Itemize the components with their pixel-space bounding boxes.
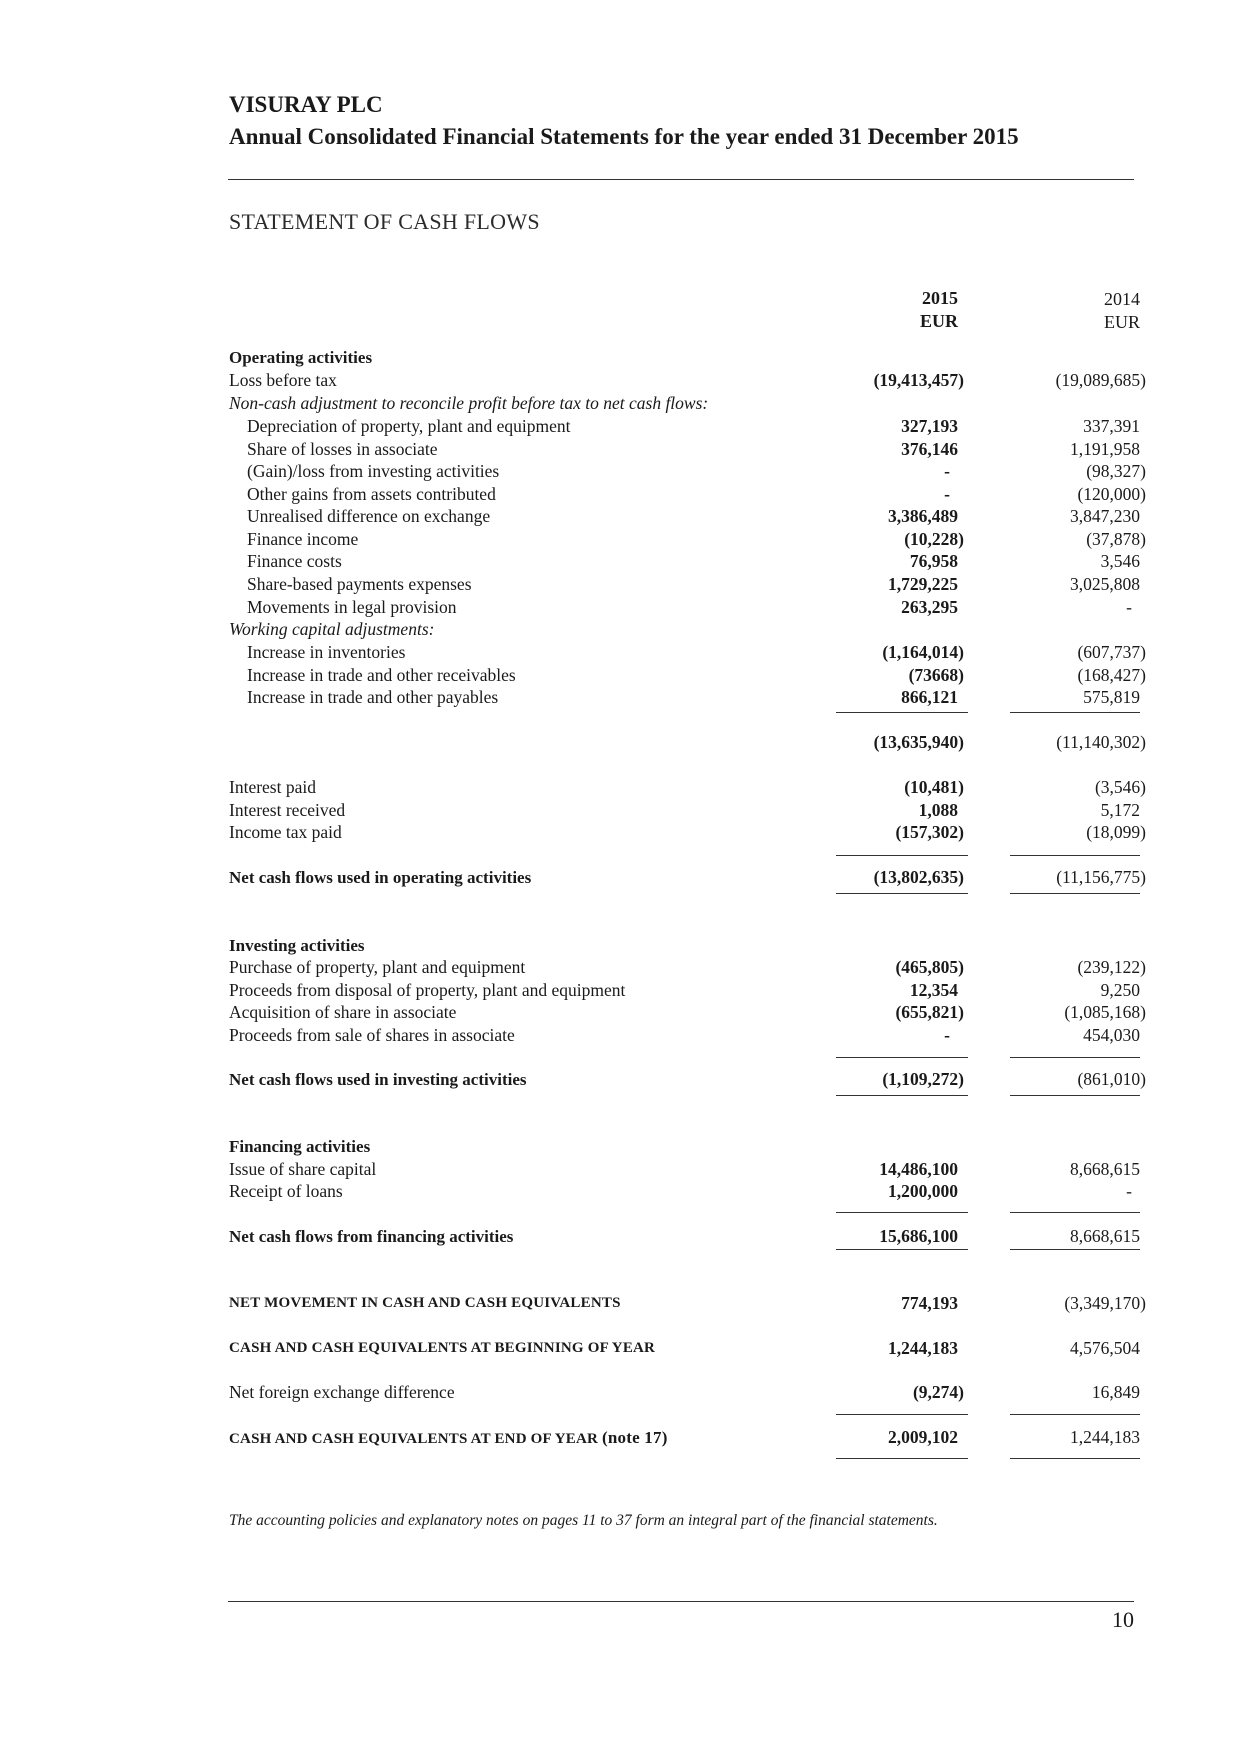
value-2014: (37,878) bbox=[1086, 529, 1146, 549]
value-2014: 16,849 bbox=[1091, 1382, 1140, 1402]
row-label-text: Finance income bbox=[247, 529, 359, 549]
row-label-text: CASH AND CASH EQUIVALENTS AT BEGINNING OF YEAR bbox=[229, 1340, 656, 1356]
value-2014: 337,391 bbox=[1083, 416, 1140, 436]
footnote: The accounting policies and explanatory notes on pages 11 to 37 form an integral part of the financial statements. bbox=[229, 1512, 938, 1529]
value-2015: - bbox=[944, 1025, 950, 1045]
table-row bbox=[0, 1158, 1233, 1181]
total-rule bbox=[1010, 893, 1140, 894]
total-rule bbox=[1010, 1057, 1140, 1058]
value-2014: 5,172 bbox=[1100, 800, 1140, 820]
row-label-note: (note 17) bbox=[602, 1428, 668, 1447]
table-row bbox=[0, 776, 1233, 799]
total-rule bbox=[836, 1095, 968, 1096]
value-2015: 3,386,489 bbox=[888, 506, 958, 526]
value-2014: (11,140,302) bbox=[1056, 732, 1146, 752]
row-label bbox=[247, 505, 490, 528]
row-label-text: Issue of share capital bbox=[229, 1159, 377, 1179]
value-2015: - bbox=[944, 484, 950, 504]
value-2015: 76,958 bbox=[909, 551, 958, 571]
table-row bbox=[0, 1180, 1233, 1203]
row-label-text: (Gain)/loss from investing activities bbox=[247, 461, 500, 481]
table-row bbox=[0, 799, 1233, 822]
row-label-text: Income tax paid bbox=[229, 822, 342, 842]
value-2014: (3,349,170) bbox=[1064, 1293, 1146, 1313]
total-rule bbox=[836, 855, 968, 856]
row-label-text: Non-cash adjustment to reconcile profit before tax to net cash flows: bbox=[229, 393, 709, 413]
value-2015: (1,164,014) bbox=[882, 642, 964, 662]
row-label-text: Working capital adjustments: bbox=[229, 619, 435, 639]
value-2015: 774,193 bbox=[901, 1293, 958, 1313]
row-label bbox=[247, 573, 472, 596]
value-2015: (13,635,940) bbox=[873, 732, 964, 752]
value-2014: 9,250 bbox=[1100, 980, 1140, 1000]
total-rule bbox=[836, 1057, 968, 1058]
table-row bbox=[0, 505, 1233, 528]
row-label bbox=[247, 528, 358, 551]
table-row bbox=[0, 346, 1233, 369]
value-2014: (861,010) bbox=[1077, 1069, 1146, 1089]
total-rule bbox=[1010, 1249, 1140, 1250]
table-row bbox=[0, 483, 1233, 506]
table-row bbox=[0, 641, 1233, 664]
value-2014: (98,327) bbox=[1086, 461, 1146, 481]
value-2015: - bbox=[944, 461, 950, 481]
total-rule bbox=[836, 1414, 968, 1415]
row-label-text: Investing activities bbox=[229, 936, 365, 955]
table-row bbox=[0, 821, 1233, 844]
row-label bbox=[247, 483, 496, 506]
value-2014: 3,546 bbox=[1100, 551, 1140, 571]
row-label bbox=[247, 641, 405, 664]
value-2015: 866,121 bbox=[901, 687, 958, 707]
row-label bbox=[229, 1180, 343, 1203]
row-label bbox=[247, 460, 499, 483]
table-row bbox=[0, 618, 1233, 641]
value-2015: 1,088 bbox=[918, 800, 958, 820]
row-label bbox=[229, 979, 625, 1002]
row-label bbox=[229, 1068, 527, 1091]
row-label-text: Net cash flows from financing activities bbox=[229, 1227, 514, 1246]
row-label-text: Proceeds from disposal of property, plant and equipment bbox=[229, 980, 626, 1000]
row-label bbox=[229, 776, 316, 799]
value-2015: (19,413,457) bbox=[873, 370, 964, 390]
row-label bbox=[229, 369, 337, 392]
row-label bbox=[229, 1024, 515, 1047]
row-label-text: Interest received bbox=[229, 800, 346, 820]
value-2014: (3,546) bbox=[1094, 777, 1146, 797]
value-2015: 15,686,100 bbox=[879, 1226, 958, 1246]
column-header-2014-currency: EUR bbox=[1104, 312, 1140, 332]
row-label-text: Operating activities bbox=[229, 348, 373, 367]
table-row bbox=[0, 596, 1233, 619]
table-row bbox=[0, 731, 1233, 754]
table-row bbox=[0, 1135, 1233, 1158]
row-label bbox=[229, 799, 345, 822]
row-label-text: Loss before tax bbox=[229, 370, 337, 390]
row-label bbox=[229, 1225, 513, 1248]
row-label bbox=[229, 1135, 370, 1158]
value-2014: 3,025,808 bbox=[1070, 574, 1140, 594]
footer-divider bbox=[228, 1601, 1134, 1602]
table-row bbox=[0, 979, 1233, 1002]
total-rule bbox=[1010, 712, 1140, 713]
row-label-text: Share-based payments expenses bbox=[247, 574, 472, 594]
row-label bbox=[229, 956, 525, 979]
value-2015: 376,146 bbox=[901, 439, 958, 459]
value-2015: (13,802,635) bbox=[873, 867, 964, 887]
table-row bbox=[0, 1426, 1233, 1449]
row-label-text: Increase in inventories bbox=[247, 642, 406, 662]
table-row bbox=[0, 1068, 1233, 1091]
value-2015: (1,109,272) bbox=[882, 1069, 964, 1089]
value-2014: (168,427) bbox=[1077, 665, 1146, 685]
row-label-text: Finance costs bbox=[247, 551, 342, 571]
column-header-2015-year: 2015 bbox=[922, 288, 958, 308]
page-number: 10 bbox=[1112, 1607, 1134, 1632]
row-label bbox=[229, 346, 372, 369]
value-2014: 1,191,958 bbox=[1070, 439, 1140, 459]
table-row bbox=[0, 415, 1233, 438]
row-label-text: Purchase of property, plant and equipment bbox=[229, 957, 526, 977]
table-row bbox=[0, 956, 1233, 979]
value-2014: 3,847,230 bbox=[1070, 506, 1140, 526]
table-row bbox=[0, 866, 1233, 889]
total-rule bbox=[836, 712, 968, 713]
value-2015: 1,244,183 bbox=[888, 1338, 958, 1358]
total-rule bbox=[836, 1458, 968, 1459]
row-label bbox=[229, 1001, 456, 1024]
row-label-text: Movements in legal provision bbox=[247, 597, 457, 617]
value-2015: 14,486,100 bbox=[879, 1159, 958, 1179]
value-2014: - bbox=[1126, 1181, 1132, 1201]
total-rule bbox=[1010, 1458, 1140, 1459]
row-label bbox=[229, 934, 365, 957]
row-label bbox=[229, 866, 531, 889]
value-2015: 327,193 bbox=[901, 416, 958, 436]
column-header-2015-currency: EUR bbox=[919, 311, 958, 331]
row-label bbox=[247, 596, 457, 619]
value-2014: (19,089,685) bbox=[1055, 370, 1146, 390]
statement-title: STATEMENT OF CASH FLOWS bbox=[229, 209, 540, 234]
row-label-text: Acquisition of share in associate bbox=[229, 1002, 457, 1022]
row-label-text: Share of losses in associate bbox=[247, 439, 438, 459]
value-2015: (9,274) bbox=[912, 1382, 964, 1402]
total-rule bbox=[836, 1212, 968, 1213]
row-label bbox=[229, 1158, 376, 1181]
table-row bbox=[0, 550, 1233, 573]
row-label-text: Financing activities bbox=[229, 1137, 371, 1156]
value-2015: (10,228) bbox=[904, 529, 964, 549]
header-divider bbox=[228, 179, 1134, 180]
total-rule bbox=[836, 893, 968, 894]
table-row bbox=[0, 528, 1233, 551]
table-row bbox=[0, 664, 1233, 687]
value-2015: (157,302) bbox=[895, 822, 964, 842]
total-rule bbox=[1010, 1414, 1140, 1415]
company-name: VISURAY PLC bbox=[229, 92, 383, 117]
value-2014: 1,244,183 bbox=[1070, 1427, 1140, 1447]
value-2014: 454,030 bbox=[1083, 1025, 1140, 1045]
value-2015: 1,729,225 bbox=[888, 574, 958, 594]
row-label-text: Unrealised difference on exchange bbox=[247, 506, 491, 526]
row-label bbox=[247, 686, 498, 709]
table-row bbox=[0, 686, 1233, 709]
table-row bbox=[0, 1337, 1233, 1360]
row-label bbox=[229, 1381, 455, 1404]
table-row bbox=[0, 369, 1233, 392]
value-2015: 12,354 bbox=[909, 980, 958, 1000]
value-2014: (607,737) bbox=[1077, 642, 1146, 662]
table-row bbox=[0, 1024, 1233, 1047]
table-row bbox=[0, 1292, 1233, 1315]
row-label bbox=[229, 392, 708, 415]
value-2014: (1,085,168) bbox=[1064, 1002, 1146, 1022]
row-label bbox=[247, 550, 342, 573]
row-label-text: CASH AND CASH EQUIVALENTS AT END OF YEAR bbox=[229, 1431, 599, 1447]
value-2015: 1,200,000 bbox=[888, 1181, 958, 1201]
table-row bbox=[0, 1225, 1233, 1248]
value-2014: 8,668,615 bbox=[1070, 1226, 1140, 1246]
row-label bbox=[229, 1292, 621, 1315]
table-row bbox=[0, 934, 1233, 957]
value-2014: 4,576,504 bbox=[1070, 1338, 1140, 1358]
value-2015: (10,481) bbox=[904, 777, 964, 797]
total-rule bbox=[1010, 1095, 1140, 1096]
table-row bbox=[0, 392, 1233, 415]
row-label bbox=[229, 1426, 668, 1451]
row-label bbox=[247, 664, 516, 687]
row-label bbox=[229, 821, 342, 844]
table-row bbox=[0, 460, 1233, 483]
value-2015: (465,805) bbox=[895, 957, 964, 977]
table-row bbox=[0, 1001, 1233, 1024]
total-rule bbox=[1010, 855, 1140, 856]
row-label-text: Net foreign exchange difference bbox=[229, 1382, 455, 1402]
column-header-2014-year: 2014 bbox=[1104, 289, 1140, 309]
value-2014: (120,000) bbox=[1077, 484, 1146, 504]
table-row bbox=[0, 1381, 1233, 1404]
value-2014: 8,668,615 bbox=[1070, 1159, 1140, 1179]
document-subtitle: Annual Consolidated Financial Statements for the year ended 31 December 2015 bbox=[229, 124, 1019, 149]
value-2014: (239,122) bbox=[1077, 957, 1146, 977]
value-2015: 2,009,102 bbox=[888, 1427, 958, 1447]
row-label bbox=[229, 618, 434, 641]
row-label-text: Proceeds from sale of shares in associate bbox=[229, 1025, 515, 1045]
row-label bbox=[247, 415, 570, 438]
row-label-text: NET MOVEMENT IN CASH AND CASH EQUIVALENTS bbox=[229, 1295, 621, 1311]
row-label-text: Increase in trade and other receivables bbox=[247, 665, 516, 685]
value-2015: (655,821) bbox=[895, 1002, 964, 1022]
row-label-text: Interest paid bbox=[229, 777, 316, 797]
row-label-text: Depreciation of property, plant and equipment bbox=[247, 416, 571, 436]
row-label-text: Net cash flows used in operating activities bbox=[229, 868, 532, 887]
row-label bbox=[229, 1337, 655, 1360]
table-row bbox=[0, 438, 1233, 461]
row-label-text: Net cash flows used in investing activities bbox=[229, 1070, 527, 1089]
row-label-text: Receipt of loans bbox=[229, 1181, 343, 1201]
value-2014: (18,099) bbox=[1086, 822, 1146, 842]
table-row bbox=[0, 573, 1233, 596]
total-rule bbox=[1010, 1212, 1140, 1213]
row-label-text: Other gains from assets contributed bbox=[247, 484, 496, 504]
value-2014: - bbox=[1126, 597, 1132, 617]
value-2015: 263,295 bbox=[901, 597, 958, 617]
value-2015: (73668) bbox=[908, 665, 964, 685]
value-2014: 575,819 bbox=[1083, 687, 1140, 707]
total-rule bbox=[836, 1249, 968, 1250]
value-2014: (11,156,775) bbox=[1056, 867, 1146, 887]
row-label bbox=[247, 438, 438, 461]
row-label-text: Increase in trade and other payables bbox=[247, 687, 499, 707]
